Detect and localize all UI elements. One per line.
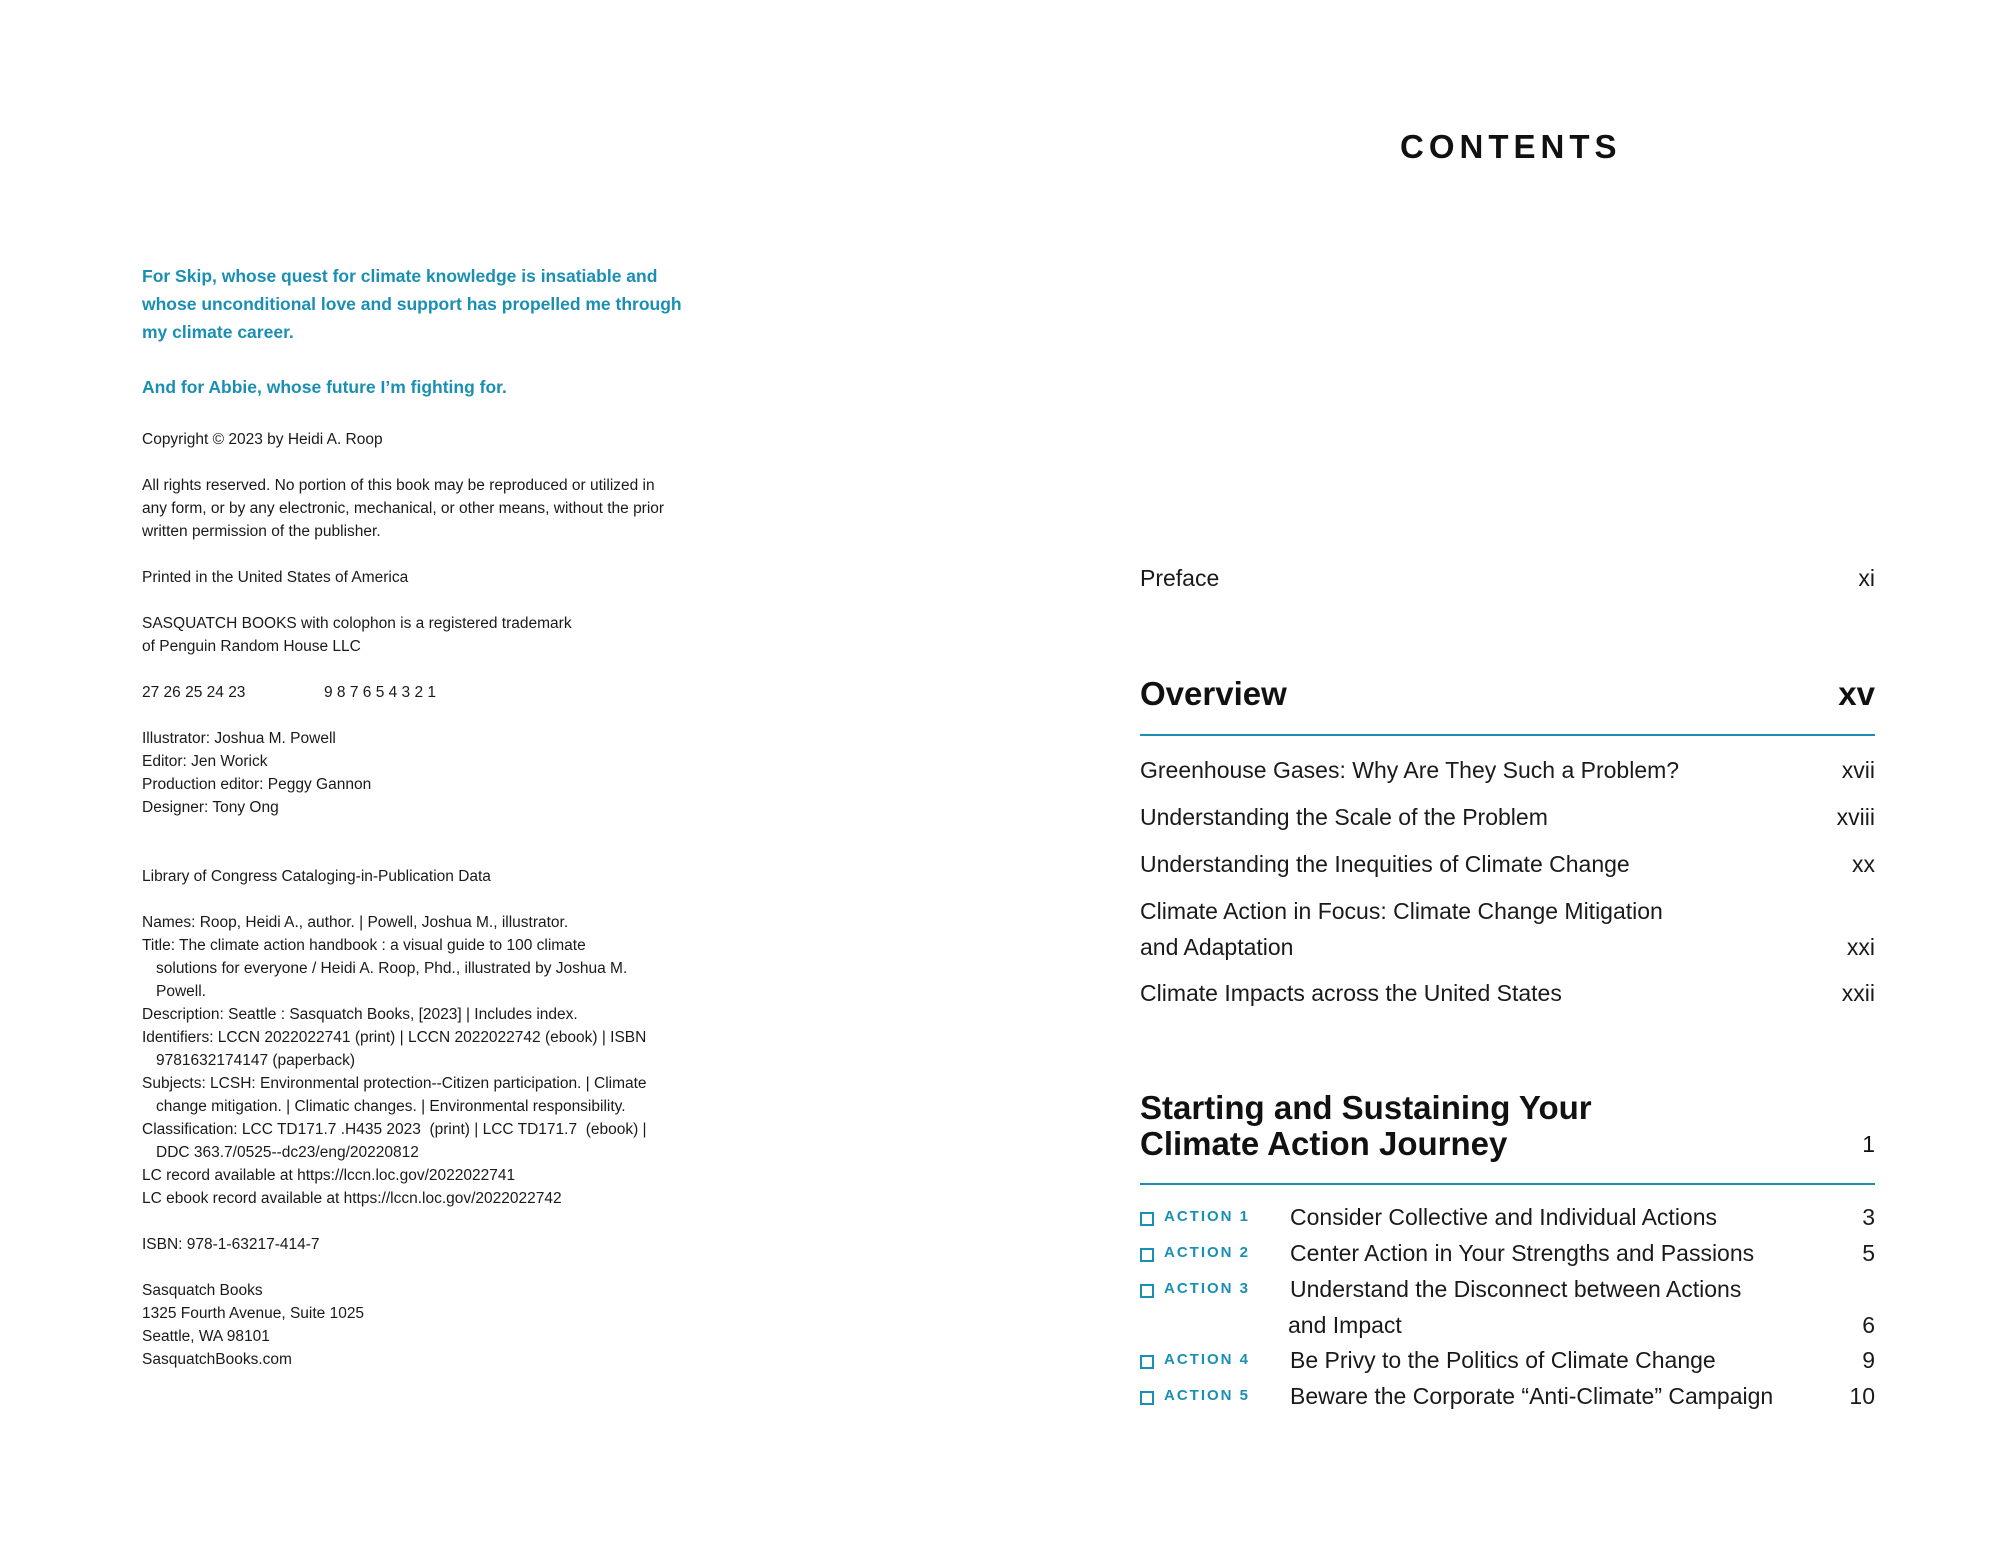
checkbox-icon [1140,1391,1154,1405]
toc-entry-page: xviii [1836,804,1875,830]
toc-entry-title: Greenhouse Gases: Why Are They Such a Problem? [1140,757,1680,783]
action-page: 5 [1862,1240,1875,1266]
cip-line: Subjects: LCSH: Environmental protection--Citizen participation. | Climate [142,1075,647,1092]
toc-entry-page: xvii [1841,757,1875,783]
cip-line: Classification: LCC TD171.7 .H435 2023 (print) | LCC TD171.7 (ebook) | [142,1121,647,1138]
checkbox-icon [1140,1355,1154,1369]
toc-entry[interactable] [1140,799,1875,835]
contents-title: CONTENTS [1400,128,1622,165]
toc-entry[interactable] [1140,893,1875,965]
action-title: Consider Collective and Individual Actions [1290,1204,1718,1230]
toc-entry-page: xx [1852,851,1875,877]
section-title [1140,1090,1592,1162]
action-entry[interactable] [1140,1342,1875,1378]
section-overview[interactable] [1140,676,1875,712]
credit-line: Editor: Jen Worick [142,753,268,770]
address-line: 1325 Fourth Avenue, Suite 1025 [142,1305,365,1322]
action-title-line: Understand the Disconnect between Actions [1290,1276,1742,1302]
checkbox-icon [1140,1248,1154,1262]
trademark-line: of Penguin Random House LLC [142,638,361,655]
printing-line [142,681,702,704]
toc-entry-title-line: Climate Action in Focus: Climate Change Mitigation [1140,898,1663,924]
action-label: ACTION 3 [1164,1280,1251,1297]
cip-line: LC ebook record available at https://lccn.loc.gov/2022022742 [142,1190,562,1207]
rights-line: any form, or by any electronic, mechanical, or other means, without the prior [142,500,665,517]
action-label: ACTION 4 [1164,1351,1251,1368]
action-entry[interactable] [1140,1199,1875,1235]
credit-line: Designer: Tony Ong [142,799,279,816]
cip-line: solutions for everyone / Heidi A. Roop, Phd., illustrated by Joshua M. [156,960,628,977]
cip-block [142,911,702,1210]
action-title: Center Action in Your Strengths and Passions [1290,1240,1755,1266]
checkbox-icon [1140,1212,1154,1226]
cip-line: Names: Roop, Heidi A., author. | Powell, Joshua M., illustrator. [142,914,569,931]
isbn: ISBN: 978-1-63217-414-7 [142,1236,320,1253]
cip-line: LC record available at https://lccn.loc.gov/2022022741 [142,1167,516,1184]
action-page: 3 [1862,1204,1875,1230]
action-title: Be Privy to the Politics of Climate Change [1290,1347,1716,1373]
address-line: Sasquatch Books [142,1282,263,1299]
cip-line: DDC 363.7/0525--dc23/eng/20220812 [156,1144,419,1161]
trademark-line: SASQUATCH BOOKS with colophon is a registered trademark [142,615,572,632]
rights-line: written permission of the publisher. [142,523,381,540]
toc-entry-title: Preface [1140,565,1220,591]
cip-heading: Library of Congress Cataloging-in-Publication Data [142,868,491,885]
section-rule [1140,1183,1875,1185]
printed-in: Printed in the United States of America [142,569,409,586]
print-years: 27 26 25 24 23 [142,684,246,701]
section-title-line: Climate Action Journey [1140,1125,1508,1162]
toc-entry-page: xi [1858,565,1875,591]
action-entry[interactable] [1140,1235,1875,1271]
action-title: Beware the Corporate “Anti-Climate” Campaign [1290,1383,1774,1409]
toc-entry-title: Understanding the Scale of the Problem [1140,804,1548,830]
toc-entry-title [1140,893,1663,965]
section-starting[interactable] [1140,1090,1875,1162]
cip-line: Powell. [156,983,206,1000]
action-title-line: and Impact [1288,1312,1402,1338]
section-page: xv [1838,675,1875,712]
section-title: Overview [1140,675,1287,712]
toc-entry[interactable] [1140,975,1875,1011]
credit-line: Illustrator: Joshua M. Powell [142,730,336,747]
cip-line: 9781632174147 (paperback) [156,1052,356,1069]
dedication [142,262,682,401]
toc-entry[interactable] [1140,846,1875,882]
section-rule [1140,734,1875,736]
dedication-line: whose unconditional love and support has propelled me through [142,294,682,314]
action-page: 10 [1849,1383,1875,1409]
action-entry[interactable] [1140,1378,1875,1414]
section-page: 1 [1862,1131,1875,1157]
cip-line: Description: Seattle : Sasquatch Books, [2023] | Includes index. [142,1006,578,1023]
cip-line: change mitigation. | Climatic changes. | Environmental responsibility. [156,1098,626,1115]
credit-line: Production editor: Peggy Gannon [142,776,372,793]
toc-entry-page: xxi [1846,934,1875,960]
rights-line: All rights reserved. No portion of this book may be reproduced or utilized in [142,477,655,494]
address-line: SasquatchBooks.com [142,1351,292,1368]
toc-entry-preface[interactable] [1140,560,1875,596]
checkbox-icon [1140,1284,1154,1298]
toc-entry[interactable] [1140,752,1875,788]
action-entry[interactable] [1140,1271,1875,1307]
toc-entry-title: Climate Impacts across the United States [1140,980,1562,1006]
print-numbers: 9 8 7 6 5 4 3 2 1 [324,684,437,701]
copyright-notice: Copyright © 2023 by Heidi A. Roop [142,431,383,448]
toc-entry-title-line: and Adaptation [1140,934,1294,960]
imprint-block [142,428,702,1371]
dedication-line: And for Abbie, whose future I’m fighting for. [142,377,507,397]
action-label: ACTION 2 [1164,1244,1251,1261]
cip-line: Title: The climate action handbook : a visual guide to 100 climate [142,937,586,954]
action-label: ACTION 1 [1164,1208,1251,1225]
cip-line: Identifiers: LCCN 2022022741 (print) | LCCN 2022022742 (ebook) | ISBN [142,1029,647,1046]
dedication-line: For Skip, whose quest for climate knowledge is insatiable and [142,266,658,286]
action-label: ACTION 5 [1164,1387,1251,1404]
action-page: 6 [1862,1312,1875,1338]
dedication-line: my climate career. [142,322,294,342]
action-entry-continued[interactable] [1140,1307,1875,1343]
section-title-line: Starting and Sustaining Your [1140,1089,1592,1126]
address-line: Seattle, WA 98101 [142,1328,270,1345]
action-page: 9 [1862,1347,1875,1373]
toc-entry-title: Understanding the Inequities of Climate Change [1140,851,1630,877]
toc-entry-page: xxii [1841,980,1875,1006]
